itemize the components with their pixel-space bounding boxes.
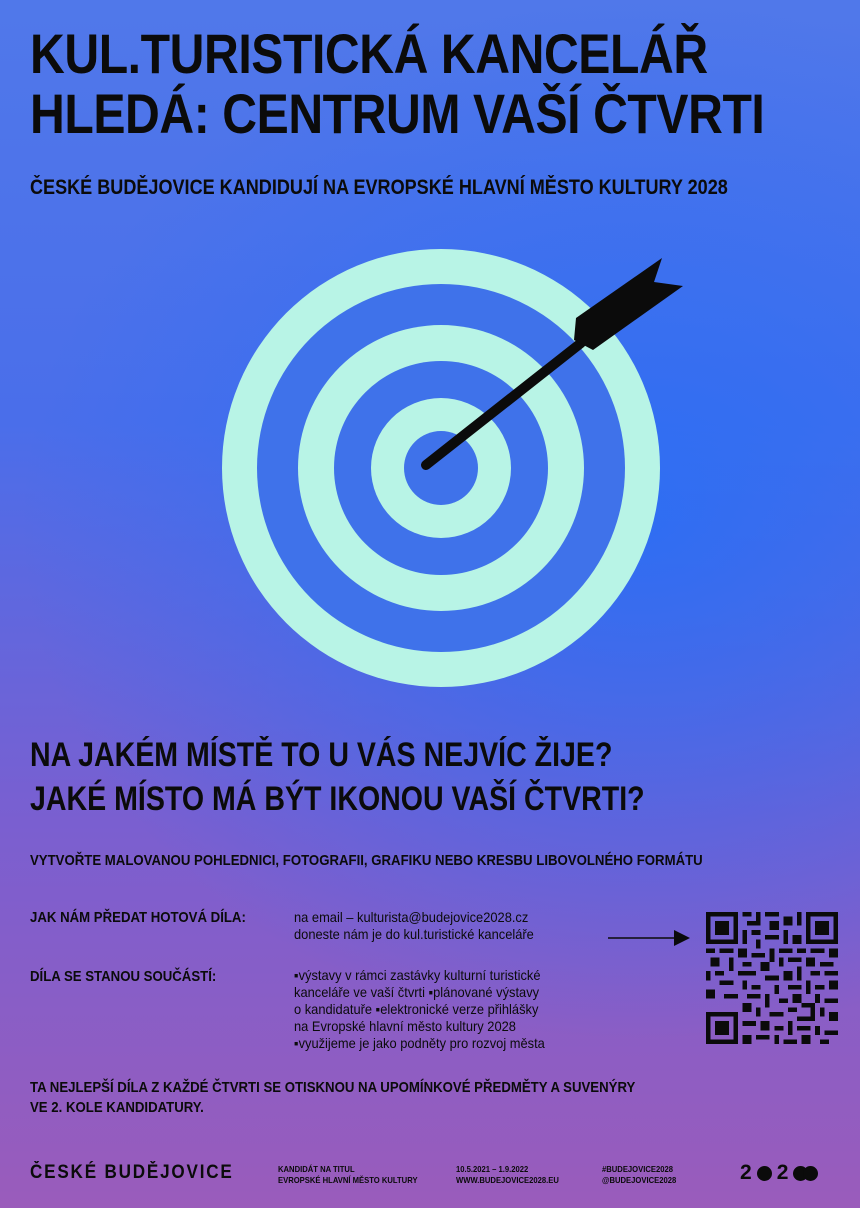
title-line-1: KUL.TURISTICKÁ KANCELÁŘ [30, 22, 708, 85]
poster-title [30, 24, 764, 144]
question-2: JAKÉ MÍSTO MÁ BÝT IKONOU VAŠÍ ČTVRTI? [30, 780, 645, 818]
usage-line: ▪využijeme je jako podněty pro rozvoj města [294, 1035, 545, 1051]
winners-note [30, 1078, 635, 1118]
submission-office: doneste nám je do kul.turistické kanceláře [294, 926, 534, 942]
dates-and-website [456, 1164, 559, 1186]
usage-line: ▪výstavy v rámci zastávky kulturní turistické [294, 967, 541, 983]
winners-line-1: TA NEJLEPŠÍ DÍLA Z KAŽDÉ ČTVRTI SE OTISKNOU NA UPOMÍNKOVÉ PŘEDMĚTY A SUVENÝRY [30, 1079, 636, 1096]
year-digit: 2 [776, 1161, 789, 1184]
eight-dots-icon [793, 1166, 818, 1181]
year-digit: 2 [740, 1161, 752, 1184]
candidate-text [278, 1164, 418, 1186]
winners-line-2: VE 2. KOLE KANDIDATURY. [30, 1099, 204, 1116]
title-line-2: HLEDÁ: CENTRUM VAŠÍ ČTVRTI [30, 82, 765, 145]
question-1: NA JAKÉM MÍSTĚ TO U VÁS NEJVÍC ŽIJE? [30, 736, 613, 774]
submission-email: na email – kulturista@budejovice2028.cz [294, 909, 529, 925]
usage-details [294, 967, 545, 1052]
questions [30, 733, 645, 821]
submission-label: JAK NÁM PŘEDAT HOTOVÁ DÍLA: [30, 909, 246, 926]
arrow-right-icon [608, 928, 692, 948]
submission-details [294, 909, 534, 943]
social-handle: @BUDEJOVICE2028 [602, 1175, 677, 1185]
poster-subtitle: ČESKÉ BUDĚJOVICE KANDIDUJÍ NA EVROPSKÉ HLAVNÍ MĚSTO KULTURY 2028 [30, 176, 728, 199]
usage-line: na Evropské hlavní město kultury 2028 [294, 1018, 516, 1034]
usage-line: o kandidatuře ▪elektronické verze přihlášky [294, 1001, 539, 1017]
usage-label: DÍLA SE STANOU SOUČÁSTÍ: [30, 968, 217, 985]
website-link[interactable]: WWW.BUDEJOVICE2028.EU [456, 1175, 559, 1185]
usage-line: kanceláře ve vaší čtvrti ▪plánované výstavy [294, 984, 540, 1000]
candidate-line-2: EVROPSKÉ HLAVNÍ MĚSTO KULTURY [278, 1175, 418, 1185]
target-icon [196, 248, 686, 698]
hashtag: #BUDEJOVICE2028 [602, 1164, 674, 1174]
year-logo [740, 1161, 818, 1185]
city-logo: ČESKÉ BUDĚJOVICE [30, 1162, 234, 1183]
zero-dot-icon [757, 1166, 772, 1181]
candidate-line-1: KANDIDÁT NA TITUL [278, 1164, 355, 1174]
campaign-dates: 10.5.2021 – 1.9.2022 [456, 1164, 529, 1174]
qr-code-icon[interactable] [706, 912, 838, 1044]
instruction: VYTVOŘTE MALOVANOU POHLEDNICI, FOTOGRAFII, GRAFIKU NEBO KRESBU LIBOVOLNÉHO FORMÁTU [30, 852, 703, 869]
social-tags [602, 1164, 676, 1186]
